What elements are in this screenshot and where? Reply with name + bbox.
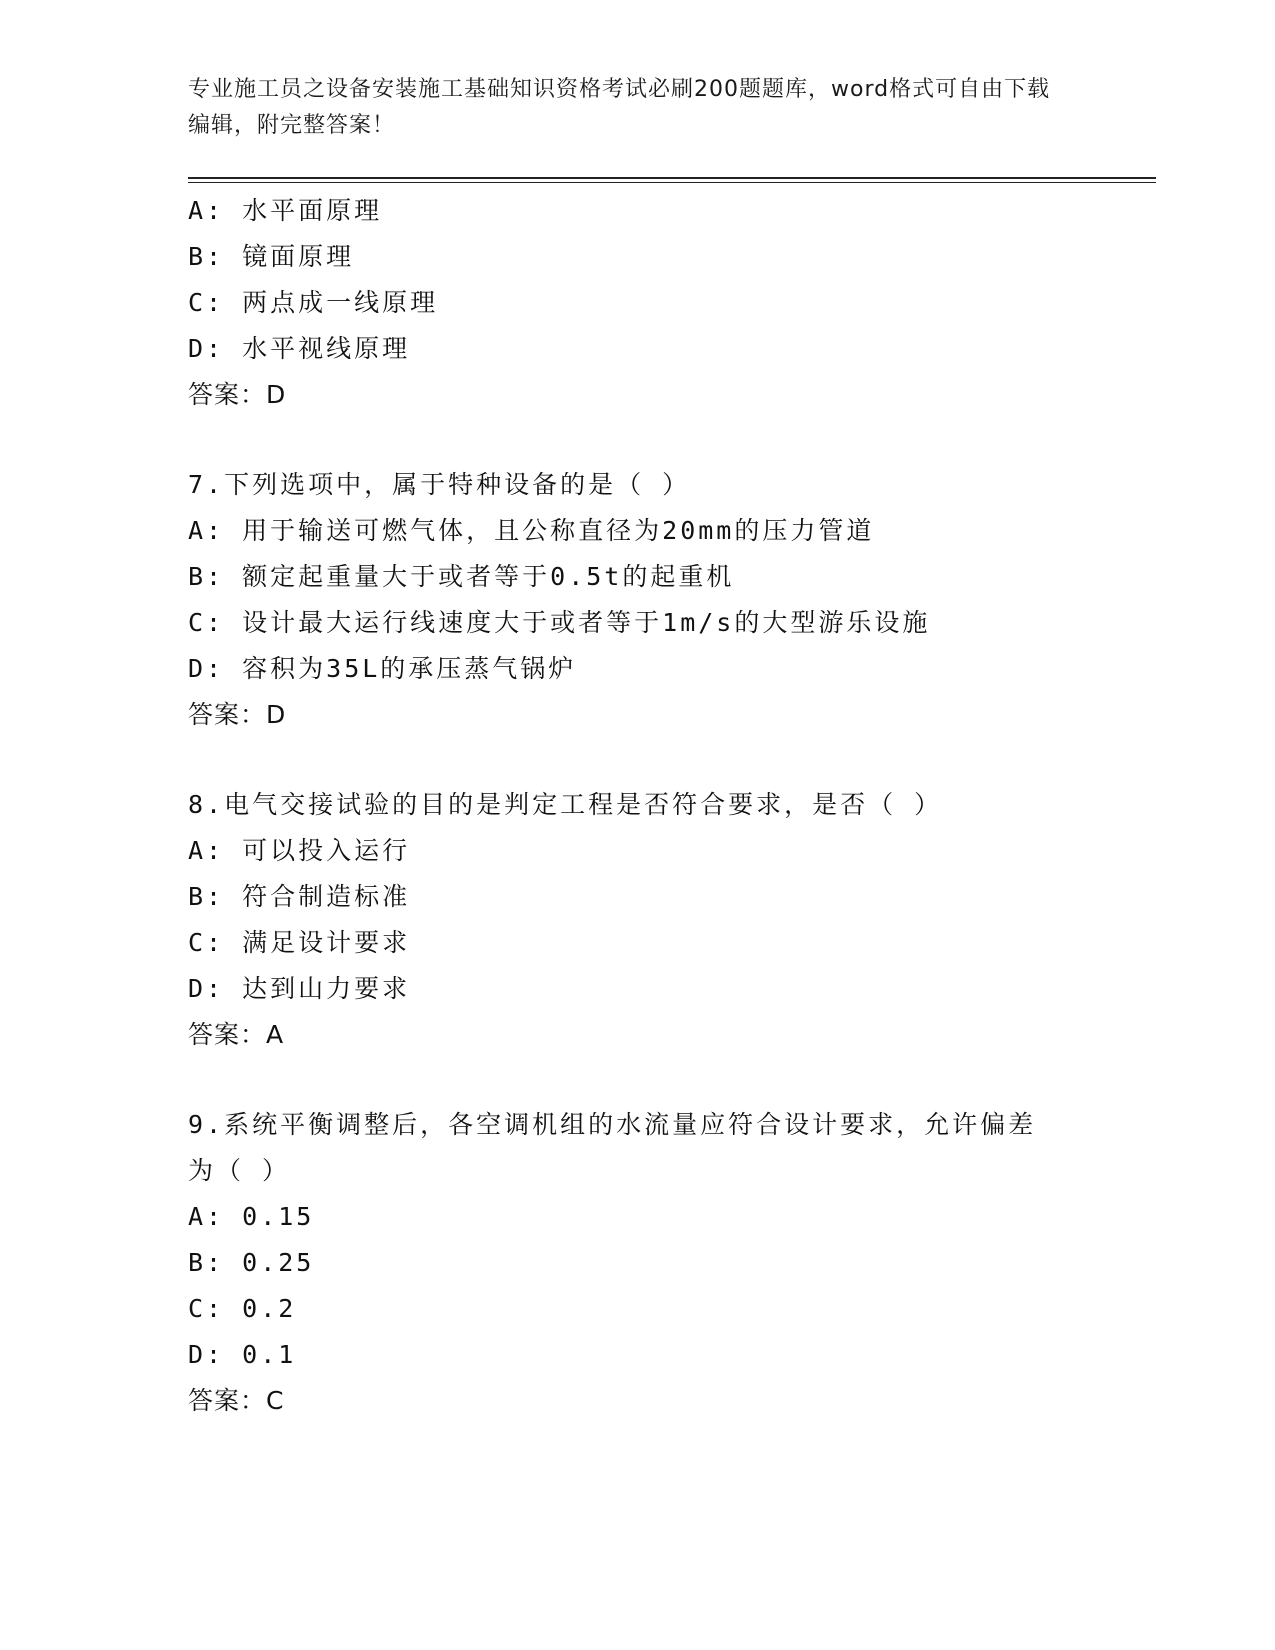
option-a: A: 可以投入运行 bbox=[188, 836, 411, 865]
option-d: D: 容积为35L的承压蒸气锅炉 bbox=[188, 654, 577, 683]
question-text-line-1: 9.系统平衡调整后，各空调机组的水流量应符合设计要求，允许偏差 bbox=[188, 1110, 1037, 1139]
option-c: C: 两点成一线原理 bbox=[188, 288, 439, 317]
option-b: B: 额定起重量大于或者等于0.5t的起重机 bbox=[188, 562, 735, 591]
document-header-title: 专业施工员之设备安装施工基础知识资格考试必刷200题题库，word格式可自由下载编辑，附完整答案！ bbox=[188, 77, 1051, 138]
question-block-8 bbox=[188, 782, 1108, 1058]
option-b: B: 符合制造标准 bbox=[188, 882, 411, 911]
option-b: B: 0.25 bbox=[188, 1248, 315, 1277]
question-block-7 bbox=[188, 462, 1108, 738]
header-divider-thick bbox=[188, 177, 1156, 179]
answer-line: 答案：D bbox=[188, 700, 287, 729]
answer-line: 答案：A bbox=[188, 1020, 285, 1049]
option-d: D: 达到山力要求 bbox=[188, 974, 411, 1003]
option-d: D: 水平视线原理 bbox=[188, 334, 411, 363]
question-block-prev bbox=[188, 188, 1108, 418]
question-text: 8.电气交接试验的目的是判定工程是否符合要求，是否（ ） bbox=[188, 790, 943, 819]
question-text-line-2: 为（ ） bbox=[188, 1156, 291, 1185]
spacer bbox=[188, 1058, 1108, 1102]
option-a: A: 水平面原理 bbox=[188, 196, 383, 225]
spacer bbox=[188, 738, 1108, 782]
answer-line: 答案：C bbox=[188, 1386, 285, 1415]
answer-line: 答案：D bbox=[188, 380, 287, 409]
question-content bbox=[188, 188, 1108, 1424]
header-divider-thin bbox=[188, 182, 1156, 183]
option-c: C: 0.2 bbox=[188, 1294, 297, 1323]
option-a: A: 0.15 bbox=[188, 1202, 315, 1231]
option-d: D: 0.1 bbox=[188, 1340, 297, 1369]
option-c: C: 设计最大运行线速度大于或者等于1m/s的大型游乐设施 bbox=[188, 608, 931, 637]
option-a: A: 用于输送可燃气体，且公称直径为20mm的压力管道 bbox=[188, 516, 875, 545]
question-block-9 bbox=[188, 1102, 1108, 1424]
option-c: C: 满足设计要求 bbox=[188, 928, 411, 957]
spacer bbox=[188, 418, 1108, 462]
question-text: 7.下列选项中，属于特种设备的是（ ） bbox=[188, 470, 691, 499]
option-b: B: 镜面原理 bbox=[188, 242, 355, 271]
